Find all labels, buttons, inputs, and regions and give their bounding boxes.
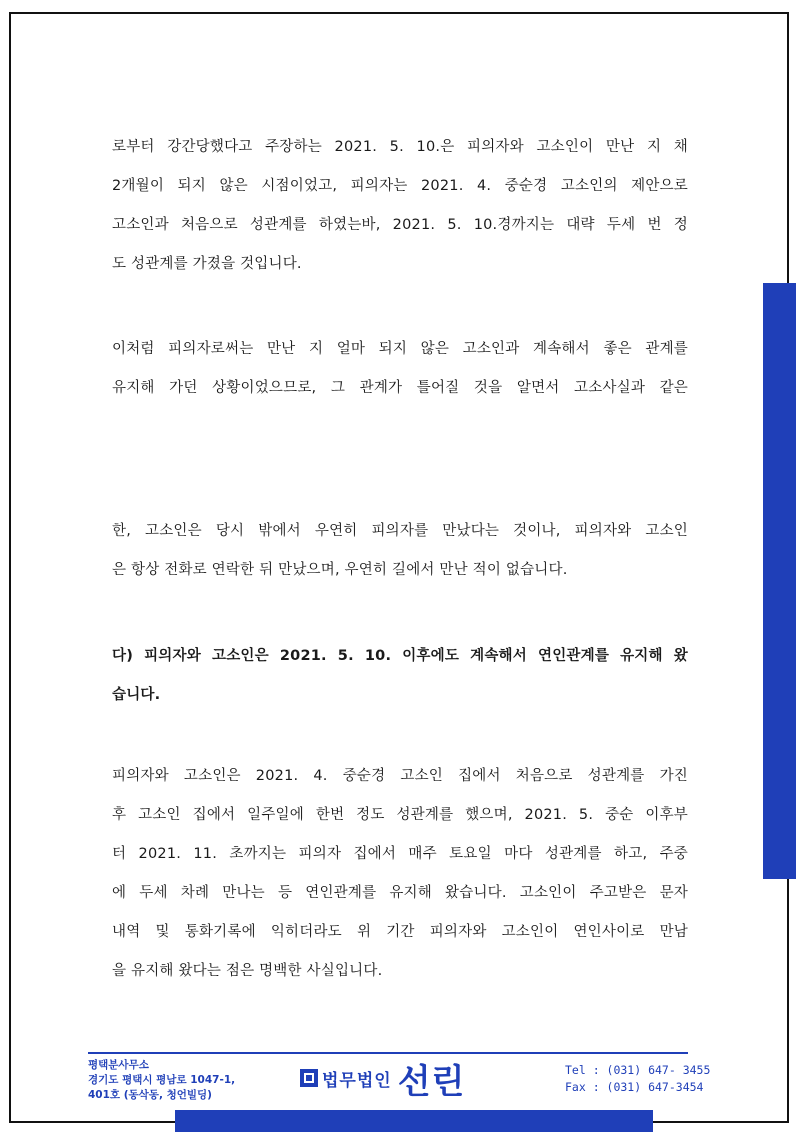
firm-logo [300, 1058, 466, 1102]
heading-line: 습니다. [112, 687, 161, 703]
office-address-line1: 경기도 평택시 평남로 1047-1, [88, 1074, 236, 1086]
text-line: 후 고소인 집에서 일주일에 한번 정도 성관계를 했으며, 2021. 5. 중순 이후부 [112, 807, 688, 823]
firm-type: 법무법인 [322, 1070, 392, 1091]
text-line: 이처럼 피의자로써는 만난 지 얼마 되지 않은 고소인과 계속해서 좋은 관계를 [112, 341, 688, 357]
paragraph-relationship-history [112, 757, 688, 991]
text-line: 피의자와 고소인은 2021. 4. 중순경 고소인 집에서 처음으로 성관계를 가진 [112, 768, 688, 784]
text-line: 로부터 강간당했다고 주장하는 2021. 5. 10.은 피의자와 고소인이 만난 지 채 [112, 139, 688, 155]
firm-name: 선린 [397, 1061, 466, 1102]
paragraph-relationship-context [112, 330, 688, 408]
text-line: 터 2021. 11. 초까지는 피의자 집에서 매주 토요일 마다 성관계를 하고, 주중 [112, 846, 688, 862]
text-line: 고소인과 처음으로 성관계를 하였는바, 2021. 5. 10.경까지는 대략 두세 번 정 [112, 217, 688, 233]
firm-emblem-icon [300, 1069, 318, 1087]
footer-divider [88, 1052, 688, 1054]
section-heading-continued-relationship [112, 637, 688, 715]
text-line: 내역 및 통화기록에 익히더라도 위 기간 피의자와 고소인이 연인사이로 만남 [112, 924, 688, 940]
text-line: 을 유지해 왔다는 점은 명백한 사실입니다. [112, 963, 383, 979]
phone-number: Tel : (031) 647- 3455 [565, 1063, 711, 1077]
text-line: 에 두세 차례 만나는 등 연인관계를 유지해 왔습니다. 고소인이 주고받은 문자 [112, 885, 688, 901]
text-line: 한, 고소인은 당시 밖에서 우연히 피의자를 만났다는 것이나, 피의자와 고소인 [112, 523, 688, 539]
footer-contact-info [565, 1062, 711, 1096]
text-line: 은 항상 전화로 연락한 뒤 만났으며, 우연히 길에서 만난 적이 없습니다. [112, 562, 568, 578]
fax-number: Fax : (031) 647-3454 [565, 1080, 704, 1094]
paragraph-meeting-contact [112, 512, 688, 590]
text-line: 2개월이 되지 않은 시점이었고, 피의자는 2021. 4. 중순경 고소인의 제안으로 [112, 178, 688, 194]
side-accent-bar [763, 283, 796, 879]
office-name: 평택분사무소 [88, 1059, 149, 1071]
bottom-accent-bar [175, 1110, 653, 1132]
text-line: 도 성관계를 가졌을 것입니다. [112, 256, 302, 272]
heading-line: 다) 피의자와 고소인은 2021. 5. 10. 이후에도 계속해서 연인관계를 유지해 왔 [112, 648, 688, 664]
footer-office-info [88, 1058, 288, 1103]
paragraph-consent-timeline [112, 128, 688, 284]
text-line: 유지해 가던 상황이었으므로, 그 관계가 틀어질 것을 알면서 고소사실과 같은 [112, 380, 688, 396]
office-address-line2: 401호 (동삭동, 청언빌딩) [88, 1089, 212, 1101]
